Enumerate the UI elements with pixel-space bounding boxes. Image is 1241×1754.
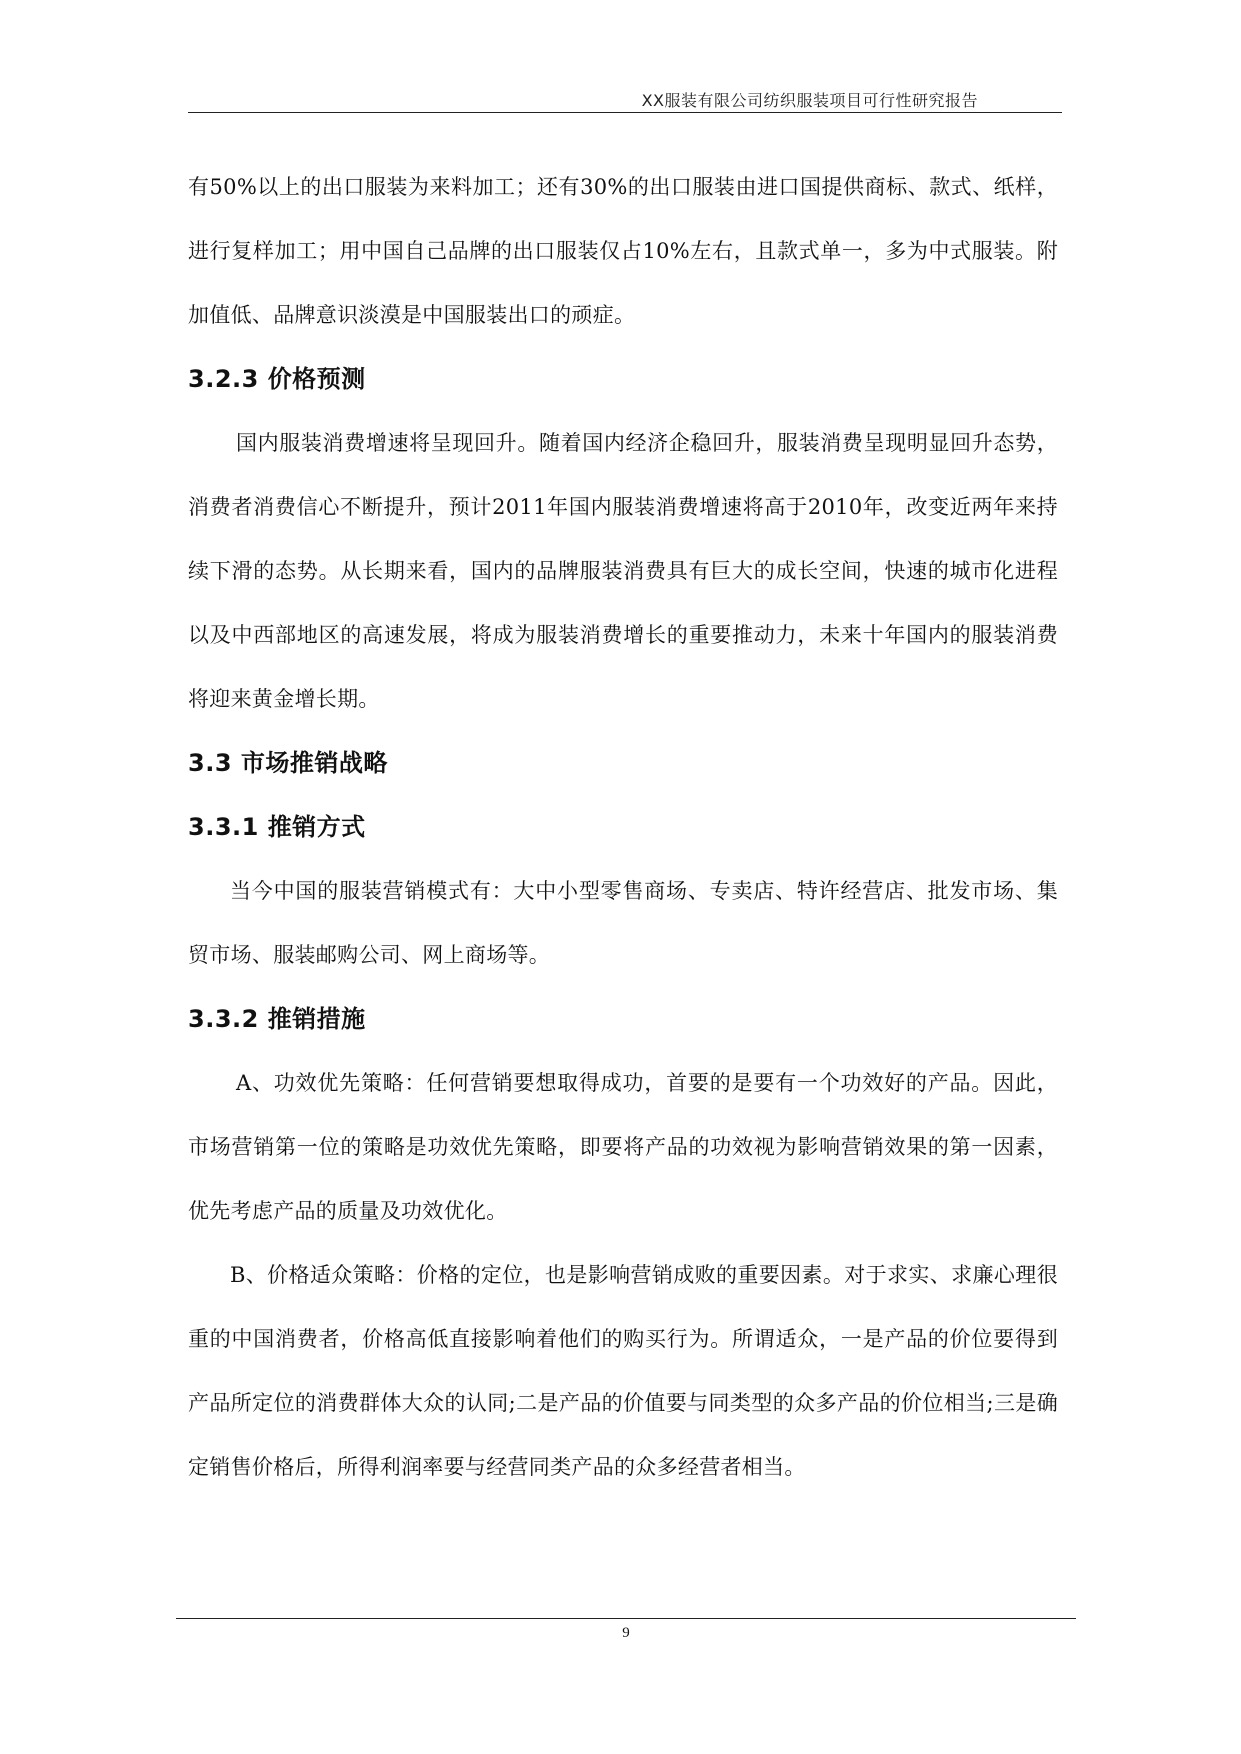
heading-3-2-3-price-forecast: 3.2.3 价格预测 bbox=[188, 365, 366, 393]
paragraph-strategy-b: B、价格适众策略：价格的定位，也是影响营销成败的重要因素。对于求实、求廉心理很重的中国消费者，价格高低直接影响着他们的购买行为。所谓适众，一是产品的价位要得到产品所定位的消费群体大众的认同;二是产品的价值要与同类型的众多产品的价位相当;三是确定销售价格后，所得利润率要与经营同类产品的众多经营者相当。 bbox=[188, 1263, 1058, 1479]
page-header bbox=[188, 86, 1062, 113]
document-body bbox=[188, 155, 1058, 1499]
page-footer bbox=[176, 1618, 1076, 1641]
paragraph-promotion-method: 当今中国的服装营销模式有：大中小型零售商场、专卖店、特许经营店、批发市场、集贸市场、服装邮购公司、网上商场等。 bbox=[188, 879, 1058, 967]
page-number: 9 bbox=[622, 1625, 630, 1641]
header-title: XX服装有限公司纺织服装项目可行性研究报告 bbox=[641, 91, 978, 110]
paragraph-price-forecast: 国内服装消费增速将呈现回升。随着国内经济企稳回升，服装消费呈现明显回升态势，消费者消费信心不断提升，预计2011年国内服装消费增速将高于2010年，改变近两年来持续下滑的态势。从长期来看，国内的品牌服装消费具有巨大的成长空间，快速的城市化进程以及中西部地区的高速发展，将成为服装消费增长的重要推动力，未来十年国内的服装消费将迎来黄金增长期。 bbox=[188, 431, 1058, 711]
heading-3-3-2-promotion-measures: 3.3.2 推销措施 bbox=[188, 1005, 366, 1033]
heading-3-3-marketing-strategy: 3.3 市场推销战略 bbox=[188, 749, 388, 777]
paragraph-export-clothing: 有50%以上的出口服装为来料加工；还有30%的出口服装由进口国提供商标、款式、纸样，进行复样加工；用中国自己品牌的出口服装仅占10%左右，且款式单一，多为中式服装。附加值低、品牌意识淡漠是中国服装出口的顽症。 bbox=[188, 175, 1058, 327]
paragraph-strategy-a: A、功效优先策略：任何营销要想取得成功，首要的是要有一个功效好的产品。因此，市场营销第一位的策略是功效优先策略，即要将产品的功效视为影响营销效果的第一因素，优先考虑产品的质量及功效优化。 bbox=[188, 1071, 1058, 1223]
heading-3-3-1-promotion-method: 3.3.1 推销方式 bbox=[188, 813, 366, 841]
